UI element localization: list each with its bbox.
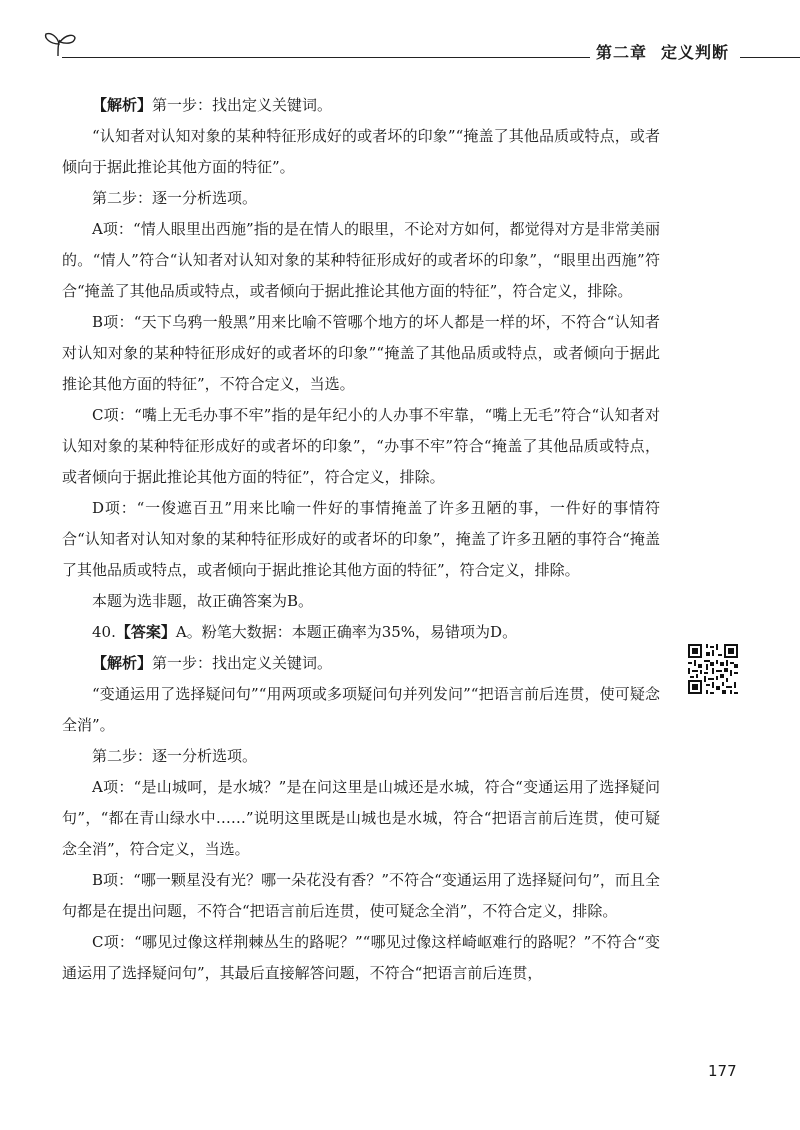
paragraph: 本题为选非题，故正确答案为B。	[92, 592, 314, 610]
paragraph: C项：“嘴上无毛办事不牢”指的是年纪小的人办事不牢靠，“嘴上无毛”符合“认知者对认知对象的某种特征形成好的或者坏的印象”，“办事不牢”符合“掩盖了其他品质或特点，或者倾向于据此推论其他方面的特征”，符合定义，排除。	[62, 406, 660, 486]
qr-code-icon[interactable]	[688, 644, 738, 694]
paragraph-text: 第一步：找出定义关键词。	[152, 654, 333, 672]
header-rule-right	[740, 57, 800, 58]
chapter-label: 第二章	[596, 43, 648, 62]
paragraph	[62, 90, 660, 121]
chapter-title	[596, 40, 729, 63]
paragraph: D项：“一俊遮百丑”用来比喻一件好的事情掩盖了许多丑陋的事，一件好的事情符合“认知者对认知对象的某种特征形成好的或者坏的印象”，掩盖了许多丑陋的事符合“掩盖了其他品质或特点，或者倾向于据此推论其他方面的特征”，符合定义，排除。	[62, 499, 660, 579]
question-number: 40.	[92, 623, 116, 641]
paragraph	[62, 617, 660, 648]
paragraph: C项：“哪见过像这样荆棘丛生的路呢？”“哪见过像这样崎岖难行的路呢？”不符合“变通运用了选择疑问句”，其最后直接解答问题，不符合“把语言前后连贯，	[62, 933, 660, 982]
paragraph-text: 第一步：找出定义关键词。	[152, 96, 333, 114]
paragraph: A项：“是山城呵，是水城？”是在问这里是山城还是水城，符合“变通运用了选择疑问句”，“都在青山绿水中……”说明这里既是山城也是水城，符合“把语言前后连贯，使可疑念全消”，符合定义，当选。	[62, 778, 660, 858]
paragraph: A项：“情人眼里出西施”指的是在情人的眼里，不论对方如何，都觉得对方是非常美丽的。“情人”符合“认知者对认知对象的某种特征形成好的或者坏的印象”，“眼里出西施”符合“掩盖了其他品质或特点，或者倾向于据此推论其他方面的特征”，符合定义，排除。	[62, 220, 660, 300]
paragraph: 第二步：逐一分析选项。	[92, 189, 258, 207]
answer-tag: 【答案】	[115, 623, 176, 641]
header-rule-left	[62, 57, 590, 58]
paragraph: B项：“天下乌鸦一般黑”用来比喻不管哪个地方的坏人都是一样的坏，不符合“认知者对认知对象的某种特征形成好的或者坏的印象”“掩盖了其他品质或特点，或者倾向于据此推论其他方面的特征”，不符合定义，当选。	[62, 313, 660, 393]
paragraph: “认知者对认知对象的某种特征形成好的或者坏的印象”“掩盖了其他品质或特点，或者倾向于据此推论其他方面的特征”。	[62, 127, 660, 176]
body-text	[62, 90, 660, 989]
paragraph	[62, 648, 660, 679]
section-label: 定义判断	[661, 43, 730, 62]
sprout-icon	[40, 30, 80, 60]
analysis-tag: 【解析】	[92, 96, 153, 114]
paragraph-text: A。粉笔大数据：本题正确率为35%，易错项为D。	[175, 623, 518, 641]
analysis-tag: 【解析】	[92, 654, 153, 672]
paragraph: 第二步：逐一分析选项。	[92, 747, 258, 765]
page-number: 177	[708, 1062, 737, 1080]
paragraph: B项：“哪一颗星没有光？哪一朵花没有香？”不符合“变通运用了选择疑问句”，而且全句都是在提出问题，不符合“把语言前后连贯，使可疑念全消”，不符合定义，排除。	[62, 871, 660, 920]
page-header	[0, 30, 800, 70]
paragraph: “变通运用了选择疑问句”“用两项或多项疑问句并列发问”“把语言前后连贯，使可疑念全消”。	[62, 685, 660, 734]
